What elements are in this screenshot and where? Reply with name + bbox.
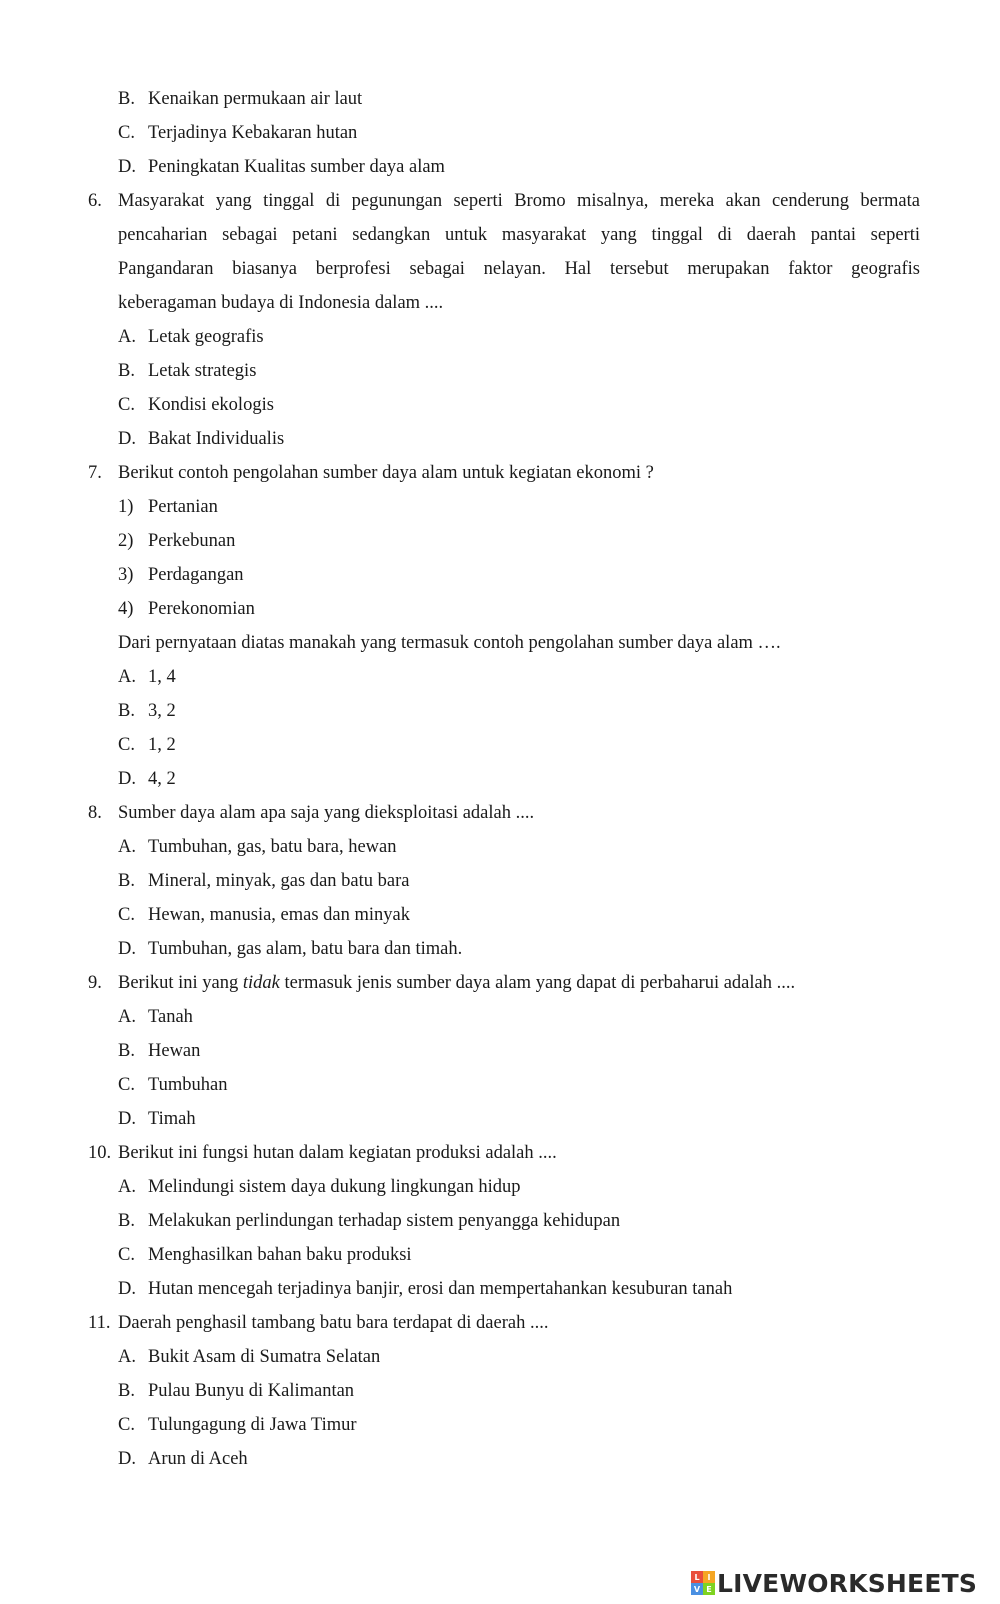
question-text-line: Pangandaran biasanya berprofesi sebagai nelayan. Hal tersebut merupakan faktor geografis xyxy=(118,259,920,279)
icon-cell: L xyxy=(691,1571,703,1583)
question-text-line: Masyarakat yang tinggal di pegunungan seperti Bromo misalnya, mereka akan cenderung bermata xyxy=(118,191,920,211)
q7-statement: Dari pernyataan diatas manakah yang termasuk contoh pengolahan sumber daya alam …. xyxy=(118,633,781,653)
emphasis: tidak xyxy=(242,973,280,993)
worksheet-page: B. Kenaikan permukaan air laut C. Terjadinya Kebakaran hutan D. Peningkatan Kualitas sumber daya alam 6. Masyarakat yang tinggal di pegunungan seperti Bromo misalnya, mereka akan cenderung bermata pencaharian sebagai petani sedangkan untuk masyarakat yang tinggal di daerah pantai seperti Pangandaran biasanya berprofesi sebagai nelayan. Hal tersebut merupakan faktor geografis keberagaman budaya di Indonesia dalam .... A. Letak geografis B. Letak strategis C. Kondisi ekologis D. Bakat Individualis 7. Berikut contoh pengolahan sumber daya alam untuk kegiatan ekonomi ? 1) Pertanian 2) Perkebunan 3) Perdagangan 4) Perekonomian Dari pernyataan diatas manakah yang termasuk contoh pengolahan sumber daya alam …. A. 1, 4 B. 3, 2 C. 1, 2 D. 4, 2 8. Sumber daya alam apa saja yang dieksploitasi adalah .... A. Tumbuhan, gas, batu bara, hewan B. Mineral, minyak, gas dan batu bara C. Hewan, manusia, emas dan minyak D. Tumbuhan, gas alam, batu bara dan timah. 9. Berikut ini yang tidak termasuk jenis sumber daya alam yang dapat di perbaharui adalah .... A. Tanah B. Hewan C. Tumbuhan D. Timah 10. Berikut ini fungsi hutan dalam kegiatan produksi adalah .... A. Melindungi sistem daya dukung lingkungan hidup B. Melakukan perlindungan terhadap sistem penyangga kehidupan C. Menghasilkan bahan baku produksi D. Hutan mencegah terjadinya banjir, erosi dan mempertahankan kesuburan tanah 11. Daerah penghasil tambang batu bara terdapat di daerah .... A. Bukit Asam di Sumatra Selatan B. Pulau Bunyu di Kalimantan C. Tulungagung di Jawa Timur D. Arun di Aceh L I V E LIVEWORKSHEETS xyxy=(88,89,978,1598)
question-text-line: keberagaman budaya di Indonesia dalam .... xyxy=(118,293,444,313)
icon-cell: E xyxy=(703,1583,715,1595)
icon-cell: V xyxy=(691,1583,703,1595)
question-text-line: pencaharian sebagai petani sedangkan untuk masyarakat yang tinggal di daerah pantai seperti xyxy=(118,225,920,245)
liveworksheets-icon xyxy=(691,1571,715,1595)
brand-name: LIVEWORKSHEETS xyxy=(717,1568,978,1598)
liveworksheets-logo[interactable] xyxy=(691,1568,977,1598)
icon-cell: I xyxy=(703,1571,715,1583)
question-number: 6. xyxy=(88,191,102,211)
